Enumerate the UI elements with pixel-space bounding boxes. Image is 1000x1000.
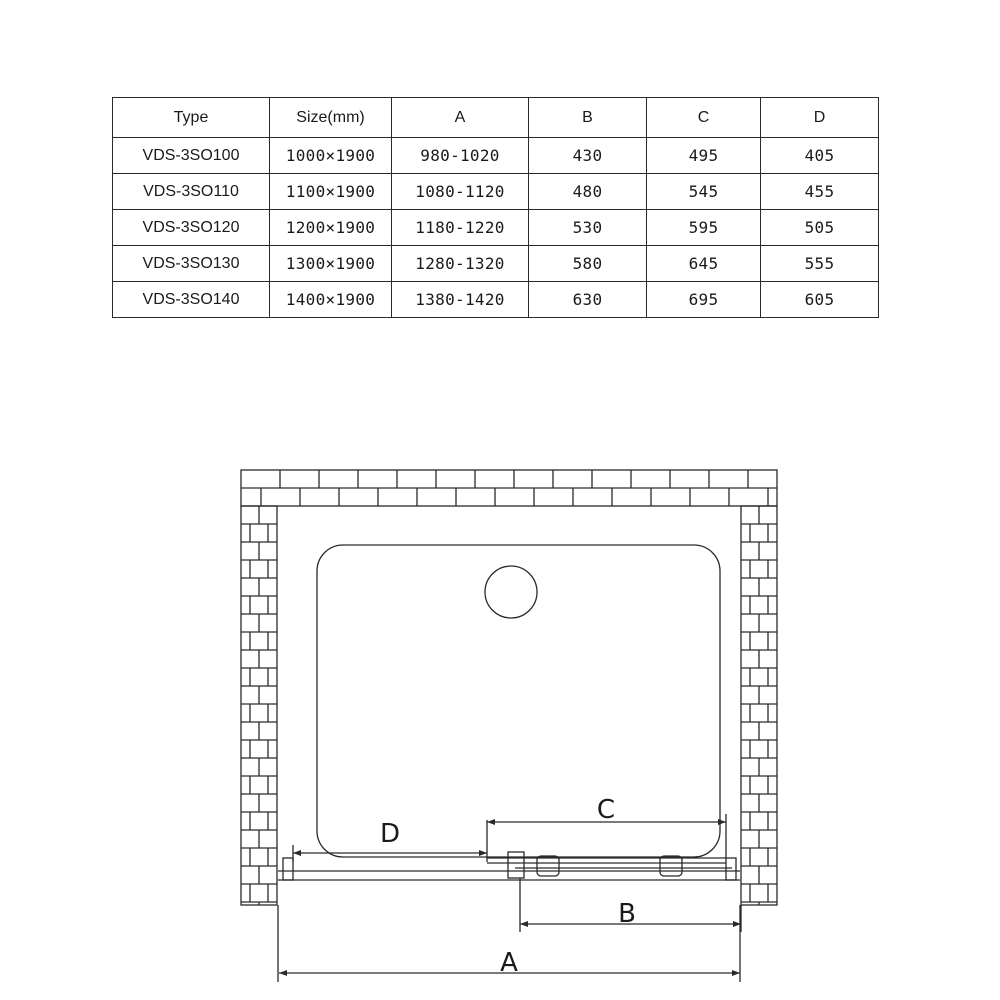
cell-a: 1280-1320 bbox=[392, 246, 529, 282]
cell-a: 1180-1220 bbox=[392, 210, 529, 246]
cell-size: 1400×1900 bbox=[270, 282, 392, 318]
cell-b: 530 bbox=[529, 210, 647, 246]
header-size: Size(mm) bbox=[270, 98, 392, 138]
arrowhead bbox=[279, 970, 287, 976]
cell-size: 1200×1900 bbox=[270, 210, 392, 246]
cell-c: 595 bbox=[647, 210, 761, 246]
cell-c: 645 bbox=[647, 246, 761, 282]
cell-d: 555 bbox=[761, 246, 879, 282]
roller-right bbox=[660, 856, 682, 876]
cell-b: 480 bbox=[529, 174, 647, 210]
brick-wall-left bbox=[241, 506, 277, 905]
header-type: Type bbox=[113, 98, 270, 138]
dimension-label-c: C bbox=[596, 795, 616, 825]
cell-a: 1380-1420 bbox=[392, 282, 529, 318]
header-d: D bbox=[761, 98, 879, 138]
arrowhead bbox=[479, 850, 487, 856]
header-c: C bbox=[647, 98, 761, 138]
header-a: A bbox=[392, 98, 529, 138]
drain-circle bbox=[485, 566, 537, 618]
cell-a: 1080-1120 bbox=[392, 174, 529, 210]
cell-size: 1300×1900 bbox=[270, 246, 392, 282]
cell-d: 505 bbox=[761, 210, 879, 246]
dimension-label-a: A bbox=[500, 948, 518, 978]
roller-left bbox=[537, 856, 559, 876]
arrowhead bbox=[520, 921, 528, 927]
cell-type: VDS-3SO110 bbox=[113, 174, 270, 210]
arrowhead bbox=[718, 819, 726, 825]
cell-c: 695 bbox=[647, 282, 761, 318]
wall-profile-right bbox=[726, 858, 736, 880]
cell-size: 1100×1900 bbox=[270, 174, 392, 210]
cell-b: 580 bbox=[529, 246, 647, 282]
cell-type: VDS-3SO100 bbox=[113, 138, 270, 174]
cell-type: VDS-3SO120 bbox=[113, 210, 270, 246]
cell-type: VDS-3SO130 bbox=[113, 246, 270, 282]
arrowhead bbox=[732, 970, 740, 976]
arrowhead bbox=[293, 850, 301, 856]
cell-d: 405 bbox=[761, 138, 879, 174]
cell-d: 455 bbox=[761, 174, 879, 210]
cell-c: 495 bbox=[647, 138, 761, 174]
cell-size: 1000×1900 bbox=[270, 138, 392, 174]
header-b: B bbox=[529, 98, 647, 138]
handle-fitting bbox=[508, 852, 524, 878]
cell-b: 630 bbox=[529, 282, 647, 318]
cell-d: 605 bbox=[761, 282, 879, 318]
cell-a: 980-1020 bbox=[392, 138, 529, 174]
cell-b: 430 bbox=[529, 138, 647, 174]
dimension-label-d: D bbox=[379, 819, 401, 849]
brick-wall-top bbox=[241, 470, 777, 506]
arrowhead bbox=[487, 819, 495, 825]
brick-wall-right bbox=[741, 506, 777, 905]
cell-type: VDS-3SO140 bbox=[113, 282, 270, 318]
shower-tray bbox=[317, 545, 720, 857]
dimension-label-b: B bbox=[618, 899, 636, 929]
wall-profile-left bbox=[283, 858, 293, 880]
cell-c: 545 bbox=[647, 174, 761, 210]
